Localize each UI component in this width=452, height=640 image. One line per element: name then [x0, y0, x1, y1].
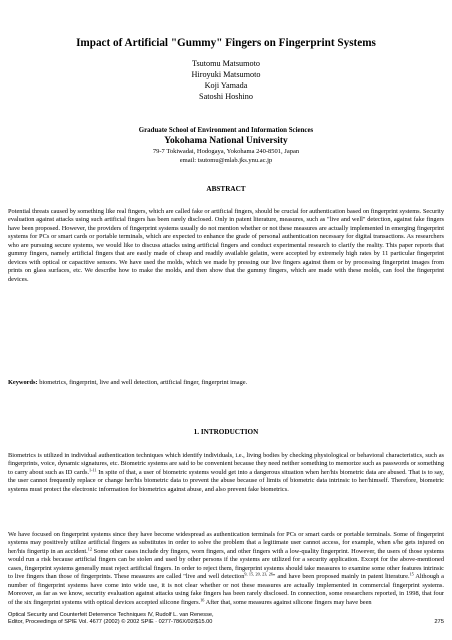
intro-text: After that, some measures against silicone fingers may have been [204, 598, 372, 606]
affiliation-university: Yokohama National University [164, 136, 288, 146]
introduction-paragraph-2 [8, 531, 444, 607]
affiliation-school: Graduate School of Environment and Information Sciences [138, 127, 314, 134]
author-name: Tsutomu Matsumoto [192, 59, 260, 68]
abstract-heading: ABSTRACT [206, 185, 246, 193]
author-name: Koji Yamada [204, 81, 248, 90]
author-name: Satoshi Hoshino [199, 92, 253, 101]
abstract-text: Potential threats caused by something like real fingers, which are called fake or artificial fingers, should be crucial for authentication based on fingerprint systems. Security evaluation against attacks using such artificial fingers has been rarely disclosed. Only in patent literature, measures, such as "live and well" detection, against fake fingers have been proposed. However, the providers of fingerprint systems usually do not mention whether or not these measures are actually implemented in emerging fingerprint systems for PCs or smart cards or portable terminals, which are expected to enhance the grade of personal authentication necessary for digital transactions. As researchers who are pursuing secure systems, we would like to discuss attacks using artificial fingers and conduct experimental research to clarify the reality. This paper reports that gummy fingers, namely artificial fingers that are easily made of cheap and readily available gelatin, were accepted by extremely high rates by 11 particular fingerprint devices with optical or capacitive sensors. We have used the molds, which we made by pressing our live fingers against them or by processing fingerprint images from prints on glass surfaces, etc. We describe how to make the molds, and then show that the gummy fingers, which are made with these molds, can fool the fingerprint devices. [8, 208, 444, 283]
author-list [0, 58, 452, 102]
intro-text: Although a number of fingerprint systems have come into wide use, it is not clear whether or not these measures are actually implemented in commercial fingerprint systems. Moreover, as far as we know, security evaluation against attacks using fake fingers has been rarely disclosed. In connection, some researchers reported, in 1998, that four of the six fingerprint systems with optical devices accepted silicone fingers. [8, 573, 444, 606]
citation: 16 [200, 597, 205, 603]
intro-text: In spite of that, a user of biometric systems would get into a dangerous situation when her/his biometric data are abused. That is to say, the user cannot frequently replace or change her/his biometric data to prevent the abuse because of limits of biometric data intrinsic to her/himself. Therefore, biometric systems must protect the electronic information for biometrics against abuse, and also prevent fake biometrics. [8, 468, 444, 493]
footer-line: Optical Security and Counterfeit Deterrence Techniques IV, Rudolf L. van Renesse, [8, 612, 214, 618]
author-name: Hiroyuki Matsumoto [191, 70, 261, 79]
intro-text: " and have been proposed mainly in patent literature. [272, 573, 410, 581]
keywords-line [8, 379, 444, 387]
introduction-paragraph-1 [8, 452, 444, 494]
citation: 12 [87, 546, 92, 552]
citation: 15 [409, 571, 414, 577]
citation: 1-11 [89, 467, 97, 473]
intro-text: We have focused on fingerprint systems since they have become widespread as authentication terminals for PCs or smart cards or portable terminals. Some of fingerprint systems may positively utilize artificial fingers as substitutes in order to solve the problem that a legitimate user cannot access, for example, when s/he gets injured on her/his fingertip in an accident. [8, 531, 444, 555]
paper-title: Impact of Artificial "Gummy" Fingers on Fingerprint Systems [76, 37, 376, 49]
page-number: 275 [434, 619, 444, 625]
affiliation-address: 79-7 Tokiwadai, Hodogaya, Yokohama 240-8501, Japan [152, 148, 300, 155]
keywords-label: Keywords: [8, 379, 38, 386]
intro-text: Biometrics is utilized in individual authentication techniques which identify individuals, i.e., living bodies by checking physiological or behavioral characteristics, such as fingerprints, voice, dynamic signatures, etc. Biometric systems are said to be convenient because they need neither something to memorize such as passwords or something to carry about such as ID cards. [8, 452, 444, 476]
publication-footer [8, 612, 444, 626]
intro-text: Some other cases include dry fingers, worn fingers, and other fingers with a low-quality fingerprint. However, the users of those systems would run a risk because artificial fingers can be stolen and used by other persons if the systems are utilized for a security application. Except for the above-mentioned cases, fingerprint systems generally must reject artificial fingers. In order to reject them, fingerprint systems should take measures to examine some other features intrinsic to live fingers than those of fingerprints. These measures are called "live and well detection [8, 547, 444, 581]
keywords-text: biometrics, fingerprint, live and well detection, artificial finger, fingerprint image. [37, 379, 248, 386]
affiliation-block [0, 126, 452, 165]
author-email: email: tsutomu@mlab.jks.ynu.ac.jp [179, 157, 273, 164]
introduction-heading: 1. INTRODUCTION [193, 428, 259, 436]
citation: 9, 15, 20, 23, 26 [244, 571, 273, 577]
footer-line: Editor, Proceedings of SPIE Vol. 4677 (2002) © 2002 SPIE · 0277-786X/02/$15.00 [8, 619, 213, 625]
